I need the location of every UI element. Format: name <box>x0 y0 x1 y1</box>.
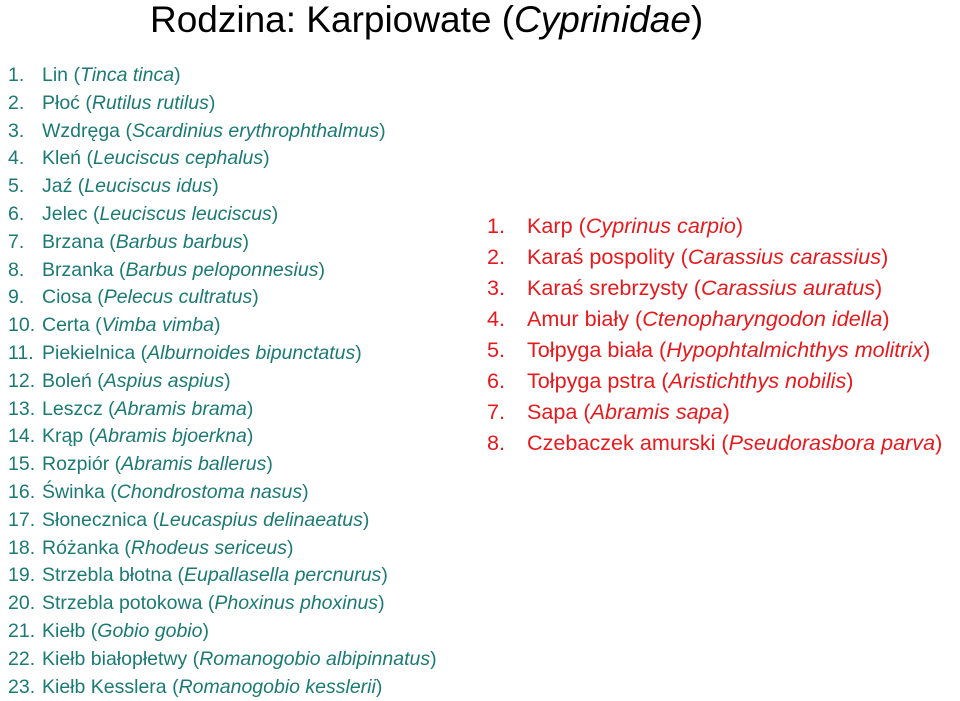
species-name: Piekielnica <box>42 341 136 364</box>
species-latin: Pelecus cultratus <box>103 286 253 309</box>
list-item: 1. Lin (Tinca tinca) <box>8 62 437 90</box>
species-name: Leszcz <box>42 397 103 420</box>
species-latin: Romanogobio albipinnatus <box>199 647 431 670</box>
species-latin: Aristichthys nobilis <box>668 368 847 393</box>
species-name: Brzanka <box>42 258 114 281</box>
item-number: 12. <box>8 369 36 392</box>
species-latin: Aspius aspius <box>103 369 225 392</box>
item-number: 3. <box>487 275 506 300</box>
item-number: 11. <box>8 341 34 364</box>
list-item: 11. Piekielnica (Alburnoides bipunctatus) <box>8 340 437 368</box>
item-number: 20. <box>8 592 36 615</box>
species-name: Karaś srebrzysty <box>527 275 688 300</box>
species-name: Strzebla potokowa <box>42 592 203 615</box>
item-number: 5. <box>8 175 25 198</box>
species-name: Krąp <box>42 425 84 448</box>
list-item: 2. Karaś pospolity (Carassius carassius) <box>487 241 957 272</box>
item-number: 18. <box>8 536 36 559</box>
species-name: Kiełb Kesslera <box>42 675 167 698</box>
title-latin: Cyprinidae <box>514 0 691 40</box>
list-item: 7. Sapa (Abramis sapa) <box>487 396 957 427</box>
species-name: Kleń <box>42 147 82 170</box>
list-item: 2. Płoć (Rutilus rutilus) <box>8 90 437 118</box>
species-latin: Phoxinus phoxinus <box>214 592 379 615</box>
item-number: 4. <box>487 306 506 331</box>
item-number: 9. <box>8 286 25 309</box>
species-latin: Carassius auratus <box>701 275 876 300</box>
species-name: Brzana <box>42 230 104 253</box>
item-number: 6. <box>8 202 25 225</box>
item-number: 22. <box>8 647 36 670</box>
species-name: Tołpyga pstra <box>527 368 656 393</box>
item-number: 23. <box>8 675 36 698</box>
species-latin: Abramis brama <box>114 397 247 420</box>
page-title <box>150 0 703 43</box>
list-item: 10. Certa (Vimba vimba) <box>8 312 437 340</box>
species-name: Płoć <box>42 91 80 114</box>
item-number: 15. <box>8 453 36 476</box>
list-item: 3. Wzdręga (Scardinius erythrophthalmus) <box>8 118 437 146</box>
list-item: 16. Świnka (Chondrostoma nasus) <box>8 479 437 507</box>
title-suffix: ) <box>690 0 704 40</box>
item-number: 2. <box>487 244 506 269</box>
species-name: Tołpyga biała <box>527 337 654 362</box>
title-prefix: Rodzina: Karpiowate ( <box>150 0 515 40</box>
species-latin: Leuciscus cephalus <box>92 147 264 170</box>
species-name: Słonecznica <box>42 508 148 531</box>
item-number: 6. <box>487 368 506 393</box>
list-item: 17. Słonecznica (Leucaspius delinaeatus) <box>8 507 437 535</box>
species-latin: Romanogobio kesslerii <box>178 675 376 698</box>
species-name: Jelec <box>42 202 88 225</box>
native-species-list <box>8 62 437 701</box>
species-name: Różanka <box>42 536 119 559</box>
species-latin: Leucaspius delinaeatus <box>159 508 363 531</box>
species-name: Karp <box>527 213 573 238</box>
species-name: Jaź <box>42 175 73 198</box>
species-latin: Barbus barbus <box>115 230 243 253</box>
list-item: 5. Tołpyga biała (Hypophtalmichthys molitrix) <box>487 334 957 365</box>
species-latin: Pseudorasbora parva <box>728 430 936 455</box>
item-number: 1. <box>8 64 25 86</box>
list-item: 13. Leszcz (Abramis brama) <box>8 396 437 424</box>
species-name: Rozpiór <box>42 453 110 476</box>
list-item: 22. Kiełb białopłetwy (Romanogobio albipinnatus) <box>8 646 437 674</box>
species-latin: Vimba vimba <box>101 314 214 337</box>
list-item: 3. Karaś srebrzysty (Carassius auratus) <box>487 272 957 303</box>
species-name: Czebaczek amurski <box>527 430 716 455</box>
species-latin: Chondrostoma nasus <box>116 480 303 503</box>
item-number: 5. <box>487 337 506 362</box>
species-latin: Eupallasella percnurus <box>184 564 382 587</box>
list-item: 23. Kiełb Kesslera (Romanogobio kesslerii) <box>8 674 437 701</box>
item-number: 13. <box>8 397 36 420</box>
list-item: 6. Jelec (Leuciscus leuciscus) <box>8 201 437 229</box>
item-number: 3. <box>8 119 25 142</box>
species-latin: Leuciscus idus <box>84 175 213 198</box>
list-item: 5. Jaź (Leuciscus idus) <box>8 173 437 201</box>
species-name: Strzebla błotna <box>42 564 173 587</box>
item-number: 21. <box>8 619 36 642</box>
species-name: Boleń <box>42 369 92 392</box>
item-number: 7. <box>487 399 506 424</box>
species-latin: Gobio gobio <box>97 619 203 642</box>
species-latin: Carassius carassius <box>687 244 882 269</box>
item-number: 2. <box>8 91 25 114</box>
species-name: Certa <box>42 314 90 337</box>
list-item: 14. Krąp (Abramis bjoerkna) <box>8 423 437 451</box>
species-latin: Abramis bjoerkna <box>95 425 247 448</box>
item-number: 16. <box>8 480 36 503</box>
item-number: 7. <box>8 230 25 253</box>
species-name: Lin <box>42 64 69 86</box>
species-latin: Abramis sapa <box>590 399 723 424</box>
species-name: Sapa <box>527 399 578 424</box>
item-number: 10. <box>8 314 36 337</box>
item-number: 8. <box>8 258 25 281</box>
species-latin: Rutilus rutilus <box>91 91 209 114</box>
introduced-species-list <box>487 210 957 458</box>
species-latin: Rhodeus sericeus <box>130 536 287 559</box>
species-latin: Abramis ballerus <box>121 453 267 476</box>
item-number: 4. <box>8 147 25 170</box>
species-name: Świnka <box>42 480 105 503</box>
item-number: 1. <box>487 213 506 238</box>
list-item: 7. Brzana (Barbus barbus) <box>8 229 437 257</box>
species-name: Kiełb białopłetwy <box>42 647 188 670</box>
species-name: Wzdręga <box>42 119 121 142</box>
list-item: 8. Czebaczek amurski (Pseudorasbora parva) <box>487 427 957 458</box>
list-item: 20. Strzebla potokowa (Phoxinus phoxinus) <box>8 590 437 618</box>
species-latin: Hypophtalmichthys molitrix <box>666 337 924 362</box>
species-latin: Tinca tinca <box>79 64 175 86</box>
species-latin: Alburnoides bipunctatus <box>147 341 356 364</box>
species-latin: Barbus peloponnesius <box>125 258 319 281</box>
item-number: 17. <box>8 508 36 531</box>
list-item: 6. Tołpyga pstra (Aristichthys nobilis) <box>487 365 957 396</box>
list-item: 12. Boleń (Aspius aspius) <box>8 368 437 396</box>
species-latin: Cyprinus carpio <box>585 213 736 238</box>
species-name: Karaś pospolity <box>527 244 675 269</box>
list-item: 19. Strzebla błotna (Eupallasella percnurus) <box>8 562 437 590</box>
list-item: 15. Rozpiór (Abramis ballerus) <box>8 451 437 479</box>
list-item: 1. Karp (Cyprinus carpio) <box>487 210 957 241</box>
species-latin: Ctenopharyngodon idella <box>642 306 883 331</box>
species-name: Ciosa <box>42 286 92 309</box>
list-item: 9. Ciosa (Pelecus cultratus) <box>8 284 437 312</box>
species-name: Kiełb <box>42 619 86 642</box>
list-item: 4. Amur biały (Ctenopharyngodon idella) <box>487 303 957 334</box>
item-number: 8. <box>487 430 506 455</box>
item-number: 19. <box>8 564 36 587</box>
item-number: 14. <box>8 425 36 448</box>
list-item: 8. Brzanka (Barbus peloponnesius) <box>8 257 437 285</box>
species-latin: Leuciscus leuciscus <box>99 202 272 225</box>
species-latin: Scardinius erythrophthalmus <box>131 119 380 142</box>
list-item: 4. Kleń (Leuciscus cephalus) <box>8 145 437 173</box>
list-item: 18. Różanka (Rhodeus sericeus) <box>8 535 437 563</box>
species-name: Amur biały <box>527 306 630 331</box>
list-item: 21. Kiełb (Gobio gobio) <box>8 618 437 646</box>
